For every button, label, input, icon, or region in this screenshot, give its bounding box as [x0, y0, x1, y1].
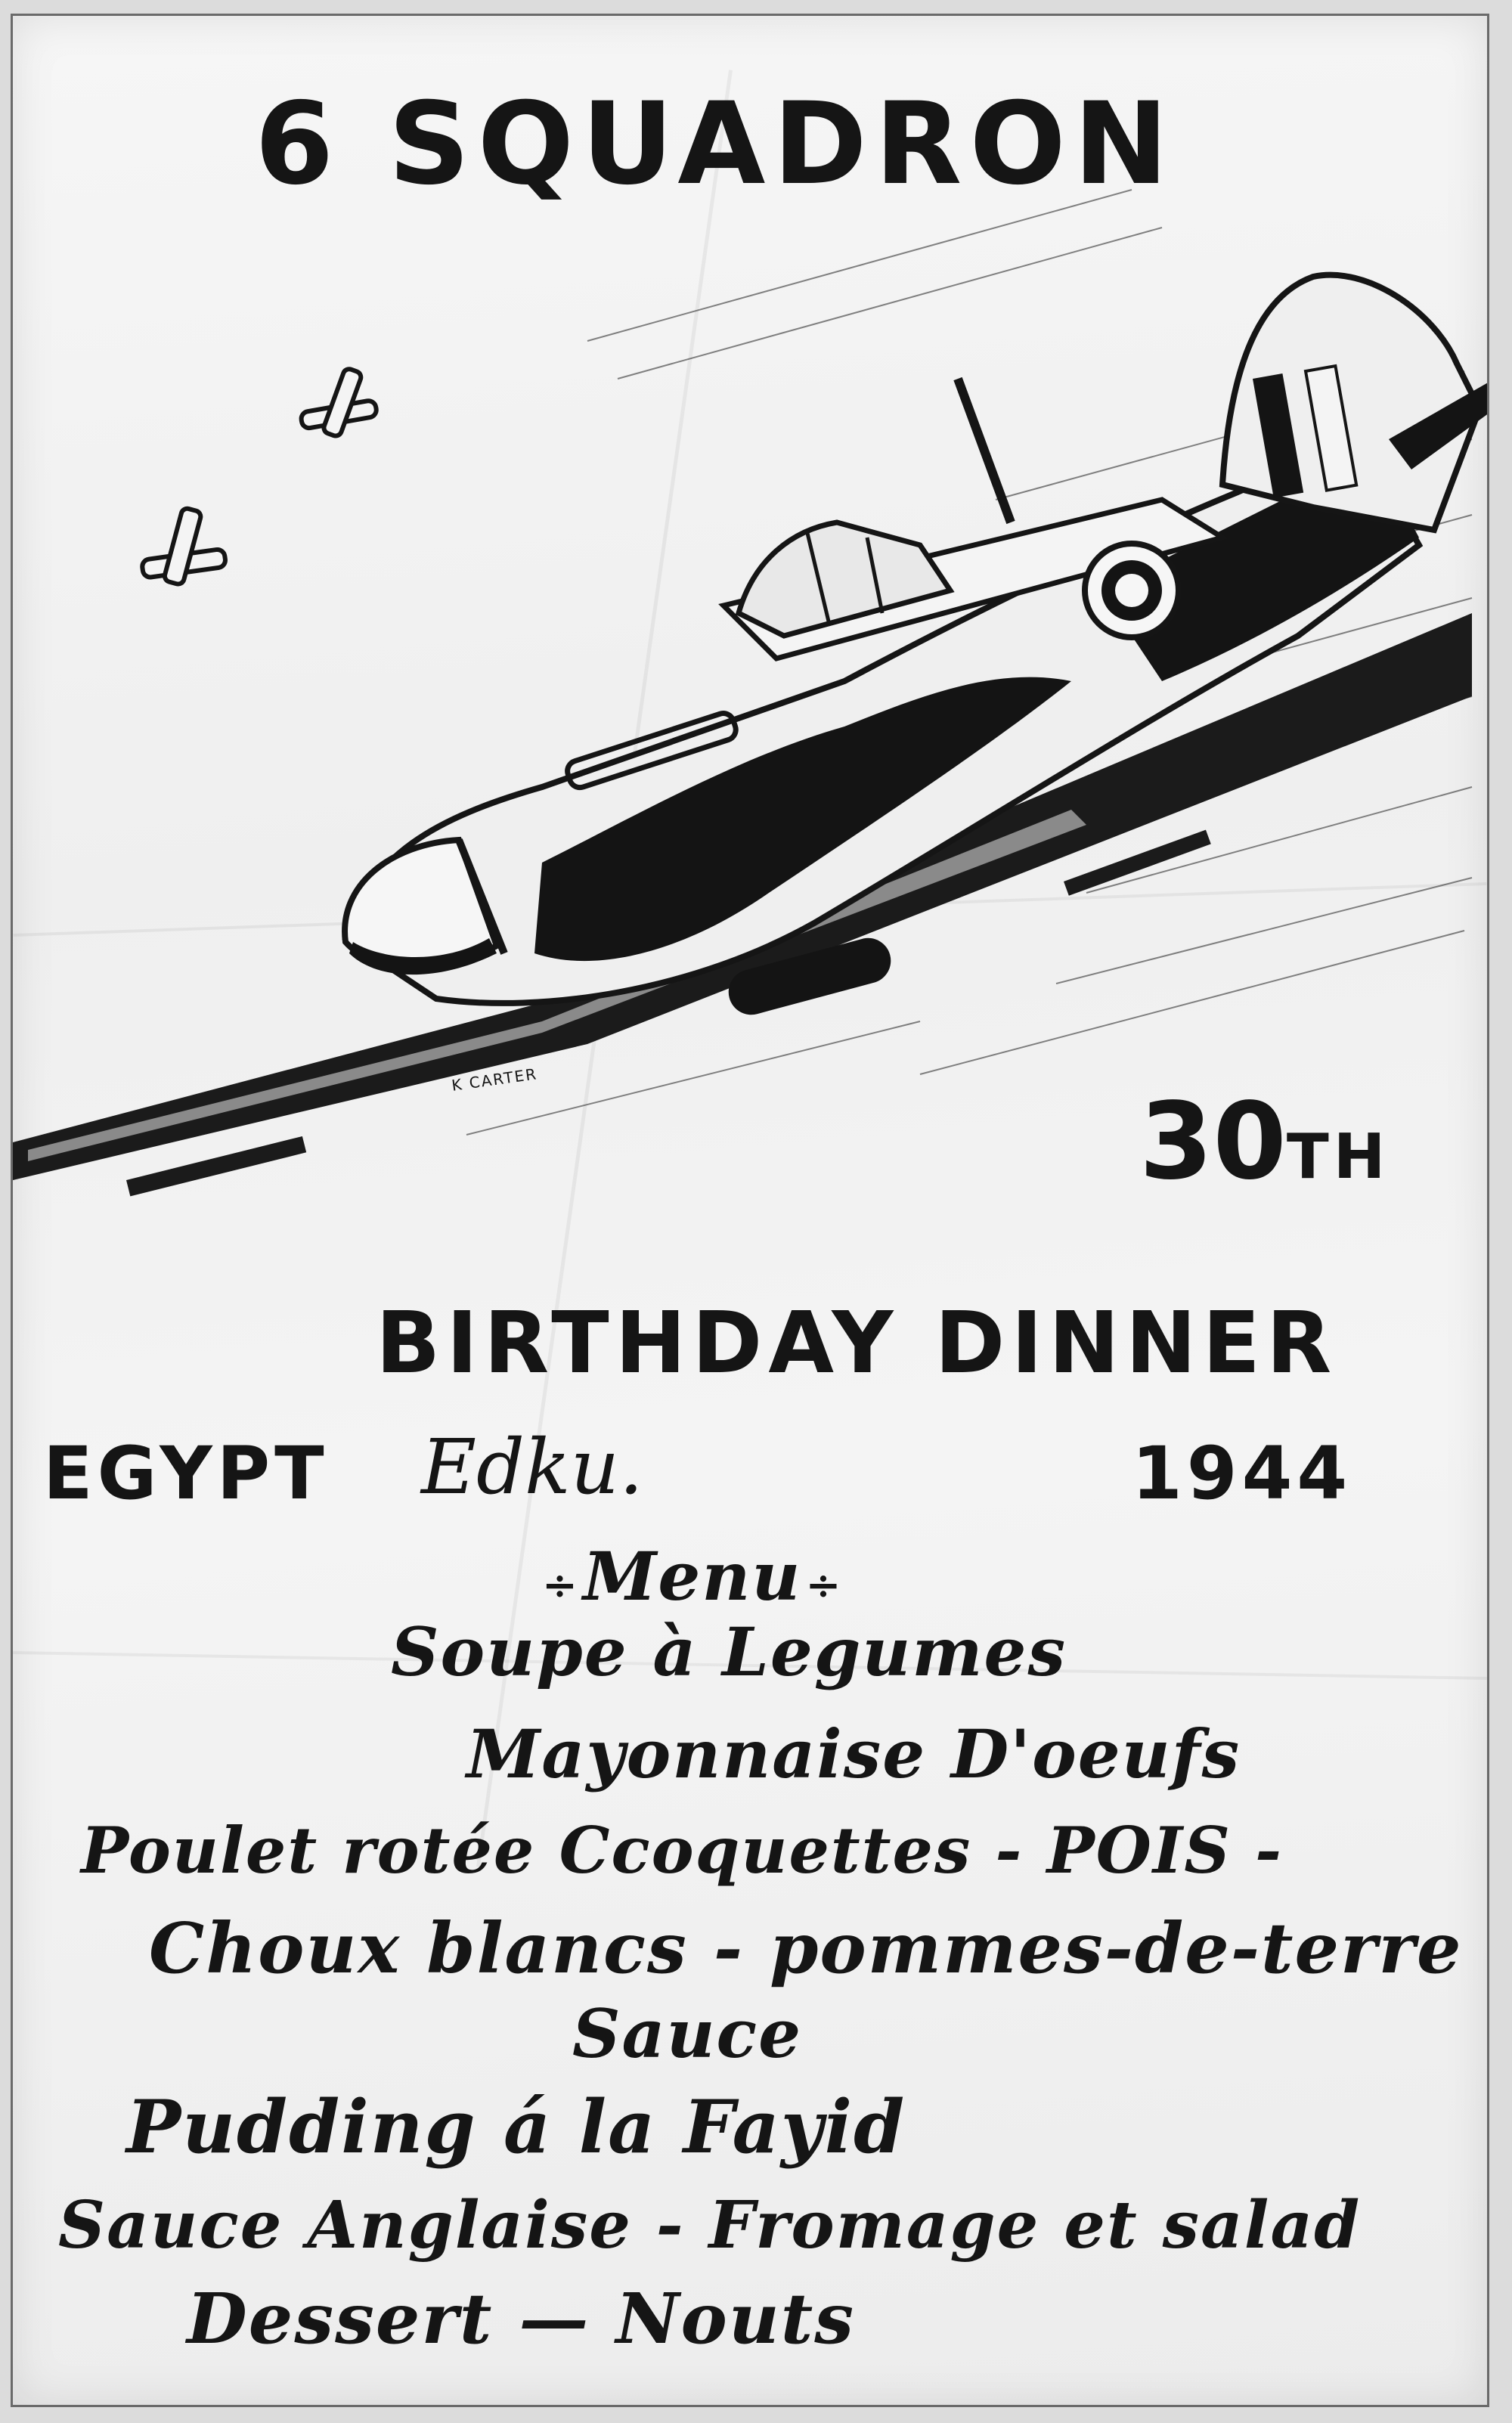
distant-aircraft-icon	[300, 367, 377, 438]
menu-item: Choux blancs - pommes-de-terre	[149, 1907, 1463, 1989]
menu-item: Soupe à Legumes	[391, 1613, 1067, 1691]
menu-card	[11, 14, 1489, 2407]
menu-heading-row	[542, 1537, 843, 1616]
anniversary-digits: 30	[1139, 1080, 1287, 1204]
anniversary-number	[1139, 1080, 1390, 1204]
menu-item: Sauce Anglaise - Fromage et salad	[58, 2187, 1362, 2263]
event-year: 1944	[1132, 1431, 1352, 1516]
squadron-title: 6 SQUADRON	[255, 79, 1176, 210]
menu-item: Poulet rotée Ccoquettes - POIS -	[81, 1813, 1283, 1888]
location-country: EGYPT	[43, 1431, 329, 1516]
divider-right-icon: ÷	[805, 1560, 843, 1610]
distant-aircraft-icon	[141, 507, 226, 585]
location-place: Edku.	[421, 1423, 643, 1511]
hurricane-aircraft-illustration	[13, 16, 1487, 1241]
menu-item: Pudding á la Fayid	[126, 2084, 906, 2170]
menu-item: Mayonnaise D'oeufs	[466, 1715, 1241, 1793]
menu-item: Dessert — Nouts	[187, 2278, 856, 2359]
divider-left-icon: ÷	[542, 1560, 579, 1610]
menu-heading: Menu	[583, 1537, 802, 1616]
menu-item: Sauce	[572, 1994, 803, 2073]
antenna-mast	[958, 379, 1011, 522]
anniversary-suffix: TH	[1286, 1121, 1390, 1193]
artist-signature: K CARTER	[450, 1064, 539, 1095]
roundel-insignia	[1085, 544, 1179, 637]
event-title: BIRTHDAY DINNER	[376, 1294, 1338, 1393]
